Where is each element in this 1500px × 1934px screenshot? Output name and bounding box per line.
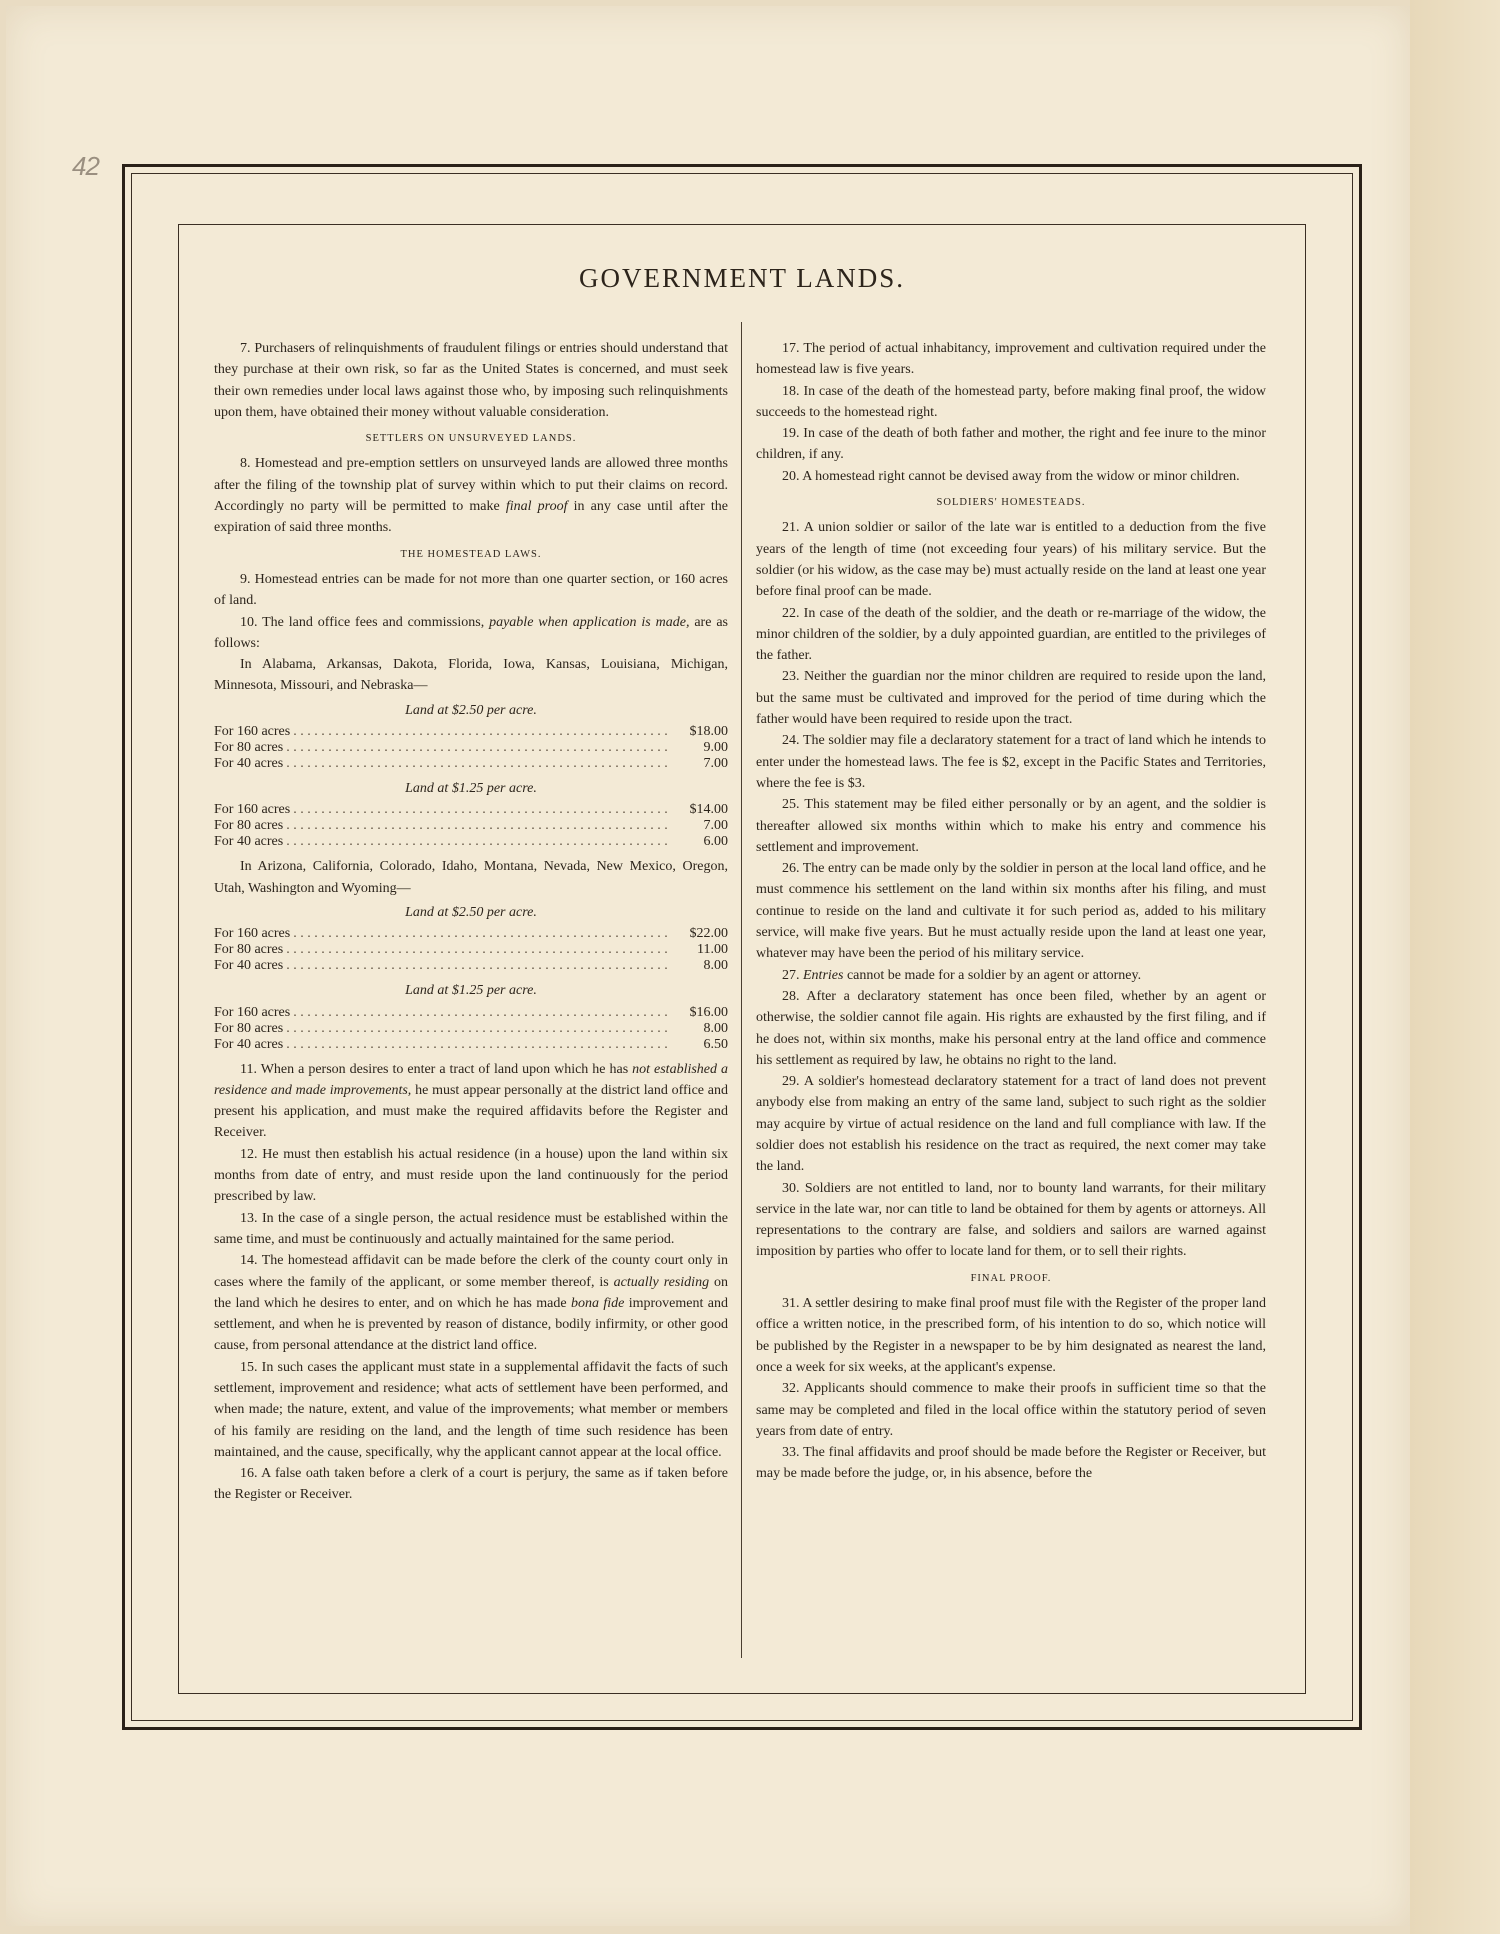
fee-table-caption: Land at $2.50 per acre.	[405, 904, 537, 920]
column-divider	[741, 322, 742, 1658]
paragraph-7: 7. Purchasers of relinquishments of fraudulent filings or entries should understand that they purchase at their own risk, so far as the United States is concerned, and must seek their own remedies under local laws against those who, by imposing such relinquishments upon them, have obtained their money without valuable consideration.	[214, 341, 728, 420]
paragraph-33: 33. The final affidavits and proof should be made before the Register or Receiver, but may be made before the judge, or, in his absence, before the	[756, 1445, 1266, 1482]
paragraph-27: 27. Entries cannot be made for a soldier by an agent or attorney.	[782, 967, 1142, 983]
paragraph-21: 21. A union soldier or sailor of the late war is entitled to a deduction from the five years of the length of time (not exceeding four years) of his military service. But the soldier (or his widow, as the case may be) must actually reside on the land at least one year before final proof can be made.	[756, 520, 1266, 600]
paragraph-8: 8. Homestead and pre-emption settlers on unsurveyed lands are allowed three months after the filing of the township plat of survey within which to put their claims on record. Accordingly no party will be permitted to make final proof in any case until after the expiration of said three months.	[214, 456, 728, 536]
paragraph-12: 12. He must then establish his actual residence (in a house) upon the land within six months from date of entry, and must reside upon the land continuously for the period prescribed by law.	[214, 1146, 728, 1205]
fee-row: For 80 acres . . . 7.00	[214, 818, 728, 834]
fee-row: For 40 acres . . . 6.50	[214, 1037, 728, 1053]
fee-row: For 160 acres . . . $18.00	[214, 724, 728, 740]
paragraph-9: 9. Homestead entries can be made for not more than one quarter section, or 160 acres of land.	[214, 571, 728, 609]
fee-table	[214, 926, 728, 974]
right-column	[756, 338, 1266, 1485]
states-list-2: In Arizona, California, Colorado, Idaho, Montana, Nevada, New Mexico, Oregon, Utah, Washington and Wyoming—	[214, 859, 728, 896]
paragraph-15: 15. In such cases the applicant must state in a supplemental affidavit the facts of such settlement, improvement and residence; what acts of settlement have been performed, and when made; the nature, extent, and value of the improvements; what member or members of his family are residing on the land, and the length of time such residence has been maintained, and the cause, specifically, why the applicant cannot appear at the local office.	[214, 1359, 728, 1460]
paragraph-19: 19. In case of the death of both father and mother, the right and fee inure to the minor children, if any.	[756, 426, 1266, 463]
fee-row: For 160 acres . . . $14.00	[214, 802, 728, 818]
paragraph-20: 20. A homestead right cannot be devised away from the widow or minor children.	[782, 468, 1240, 484]
paragraph-17: 17. The period of actual inhabitancy, improvement and cultivation required under the homestead law is five years.	[756, 341, 1266, 378]
fee-row: For 80 acres . . . 11.00	[214, 942, 728, 958]
section-heading-final-proof: FINAL PROOF.	[970, 1272, 1052, 1284]
paragraph-18: 18. In case of the death of the homestead party, before making final proof, the widow succeeds to the homestead right.	[756, 383, 1266, 420]
paragraph-31: 31. A settler desiring to make final proof must file with the Register of the proper land office a written notice, in the prescribed form, of his intention to do so, which notice will be published by the Register in a newspaper to be by him designated as nearest the land, once a week for six weeks, at the applicant's expense.	[756, 1296, 1266, 1375]
paragraph-24: 24. The soldier may file a declaratory statement for a tract of land which he intends to enter under the homestead laws. The fee is $2, except in the Pacific States and Territories, where the fee is $3.	[756, 733, 1266, 791]
section-heading-homestead-laws: THE HOMESTEAD LAWS.	[400, 548, 542, 560]
paragraph-22: 22. In case of the death of the soldier, and the death or re-marriage of the widow, the minor children of the soldier, by a duly appointed guardian, are entitled to the privileges of the father.	[756, 605, 1266, 664]
fee-tables-group-2	[214, 902, 728, 1053]
states-list-1: In Alabama, Arkansas, Dakota, Florida, Iowa, Kansas, Louisiana, Michigan, Minnesota, Missouri, and Nebraska—	[214, 657, 728, 694]
fee-row: For 40 acres . . . 6.00	[214, 834, 728, 850]
left-column	[214, 338, 728, 1506]
section-heading-settlers: SETTLERS ON UNSURVEYED LANDS.	[365, 433, 577, 445]
paragraph-32: 32. Applicants should commence to make their proofs in sufficient time so that the same may be completed and filed in the local office within the statutory period of seven years from date of entry.	[756, 1381, 1266, 1439]
fee-row: For 160 acres . . . $22.00	[214, 926, 728, 942]
fee-row: For 40 acres . . . 7.00	[214, 756, 728, 772]
fee-table-caption: Land at $1.25 per acre.	[405, 983, 537, 999]
page-edge	[1410, 0, 1500, 1934]
paragraph-26: 26. The entry can be made only by the soldier in person at the local land office, and he must commence his settlement on the land within six months after his filing, and must continue to reside on the land and cultivate it for such period as, added to his military service, will make five years. But he must actually reside upon the land at least one year, whatever may have been the period of his military service.	[756, 861, 1266, 962]
section-heading-soldiers-homesteads: SOLDIERS' HOMESTEADS.	[936, 497, 1086, 509]
fee-tables-group-1	[214, 700, 728, 851]
fee-table	[214, 802, 728, 850]
fee-row: For 80 acres . . . 8.00	[214, 1021, 728, 1037]
paragraph-13: 13. In the case of a single person, the actual residence must be established within the same time, and must be continuously and actually maintained for the same period.	[214, 1210, 728, 1247]
paragraph-10: 10. The land office fees and commissions, payable when application is made, are as follows:	[214, 614, 728, 651]
paragraph-23: 23. Neither the guardian nor the minor children are required to reside upon the land, but the same must be cultivated and improved for the period of time during which the father would have been required to reside upon the tract.	[756, 669, 1266, 728]
fee-row: For 160 acres . . . $16.00	[214, 1005, 728, 1021]
fee-row: For 40 acres . . . 8.00	[214, 958, 728, 974]
fee-table-caption: Land at $1.25 per acre.	[405, 781, 537, 797]
page-title: GOVERNMENT LANDS.	[578, 263, 905, 293]
fee-row: For 80 acres . . . 9.00	[214, 740, 728, 756]
paragraph-11: 11. When a person desires to enter a tract of land upon which he has not established a residence and made improvements, he must appear personally at the district land office and present his application, and must make the required affidavits before the Register and Receiver.	[214, 1061, 728, 1141]
paragraph-25: 25. This statement may be filed either personally or by an agent, and the soldier is thereafter allowed six months within which to make his entry and commence his settlement and improvement.	[756, 797, 1266, 855]
fee-table	[214, 724, 728, 772]
pencil-page-number: 42	[72, 151, 99, 181]
paragraph-16: 16. A false oath taken before a clerk of a court is perjury, the same as if taken before the Register or Receiver.	[214, 1466, 728, 1503]
fee-table	[214, 1005, 728, 1053]
paragraph-29: 29. A soldier's homestead declaratory statement for a tract of land does not prevent anybody else from making an entry of the same land, subject to such right as the soldier may acquire by virtue of actual residence on the land and full compliance with law. If the soldier does not establish his residence on the tract as required, the next comer may take the land.	[756, 1074, 1266, 1175]
fee-table-caption: Land at $2.50 per acre.	[405, 702, 537, 718]
paragraph-28: 28. After a declaratory statement has once been filed, whether by an agent or otherwise, the soldier cannot file again. His rights are exhausted by the first filing, and if he does not, within six months, make his personal entry at the land office and commence his settlement as required by law, he obtains no right to the land.	[756, 988, 1266, 1068]
paragraph-14: 14. The homestead affidavit can be made before the clerk of the county court only in cases where the family of the applicant, or some member thereof, is actually residing on the land which he desires to enter, and on which he has made bona fide improvement and settlement, and when he is prevented by reason of distance, bodily infirmity, or other good cause, from personal attendance at the district land office.	[214, 1253, 729, 1354]
paragraph-30: 30. Soldiers are not entitled to land, nor to bounty land warrants, for their military service in the late war, nor can title to land be obtained for them by agents or attorneys. All representations to the contrary are false, and soldiers and sailors are warned against imposition by parties who offer to locate land for them, or to sell their rights.	[756, 1180, 1266, 1260]
